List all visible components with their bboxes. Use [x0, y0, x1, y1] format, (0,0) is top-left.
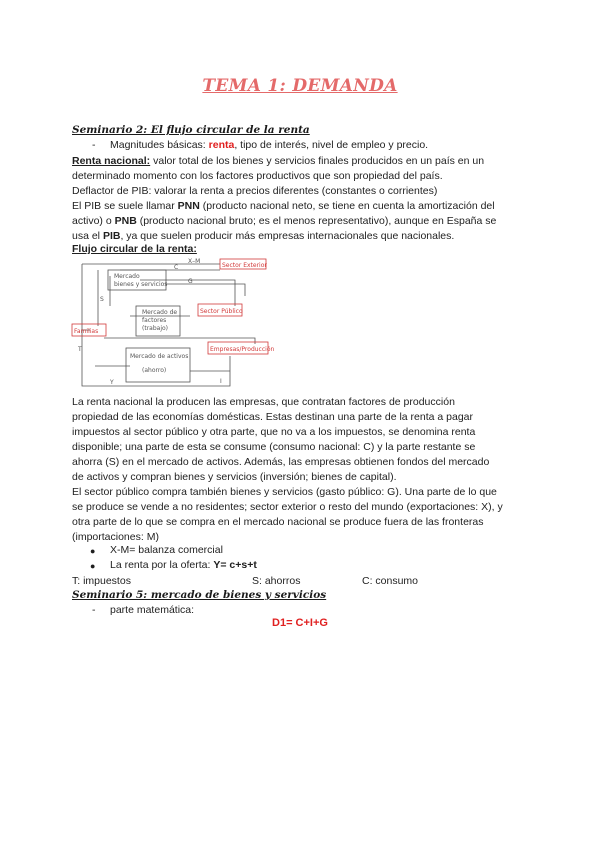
page-title: TEMA 1: DEMANDA — [202, 76, 398, 96]
paragraph-line-9: otra parte de lo que se compra en el mercado nacional se produce fuera de las fronteras — [72, 516, 484, 528]
dash-bullet: - — [92, 604, 96, 616]
pib-line-3: usa el PIB, ya que suelen producir más empresas internacionales que nacionales. — [72, 230, 455, 242]
legend-s: S: ahorros — [252, 575, 301, 587]
paragraph-line-10: (importaciones: M) — [72, 531, 159, 543]
parte-matematica-bullet: parte matemática: — [110, 604, 195, 616]
flujo-heading: Flujo circular de la renta: — [72, 243, 197, 255]
legend-c: C: consumo — [362, 575, 419, 587]
circular-flow-diagram — [70, 256, 285, 396]
bullet-dot: ● — [90, 546, 96, 556]
diagram-sector-publico: Sector Público — [200, 308, 243, 315]
legend-t: T: impuestos — [72, 575, 131, 587]
diagram-label-g: G — [188, 278, 193, 285]
paragraph-line-5: ahorra (S) en el mercado de activos. Además, las empresas obtienen fondos del mercado — [72, 456, 490, 468]
paragraph-line-2: propiedad de las economías domésticas. Estas destinan una parte de la renta a pagar — [72, 411, 474, 423]
renta-nacional-line-2: determinado momento con los factores productivos que son propiedad del país. — [72, 170, 443, 182]
paragraph-line-7: El sector público compra también bienes y servicios (gasto público: G). Una parte de lo que — [72, 486, 497, 498]
paragraph-line-8: se produce se vende a no residentes; sector exterior o resto del mundo (exportaciones: X), y — [72, 501, 503, 513]
dash-bullet: - — [92, 139, 96, 151]
diagram-label-t: T — [78, 346, 82, 353]
paragraph-line-3: impuestos al sector público y otra parte, que no va a los impuestos, se denomina renta — [72, 426, 476, 438]
renta-highlight: renta — [208, 139, 235, 151]
bullet-dot: ● — [90, 561, 96, 571]
seminar-5-heading: Seminario 5: mercado de bienes y servicios — [72, 589, 327, 601]
deflactor-line: Deflactor de PIB: valorar la renta a precios diferentes (constantes o corrientes) — [72, 185, 438, 197]
paragraph-line-6: de activos y compran bienes y servicios (inversión; bienes de capital). — [72, 471, 397, 483]
diagram-box2-line1: Mercado de — [142, 309, 178, 316]
diagram-box3-line2: (ahorro) — [142, 367, 167, 374]
renta-nacional-line-1: Renta nacional: valor total de los bienes y servicios finales producidos en un país en un — [72, 155, 485, 167]
demand-formula: D1= C+I+G — [272, 617, 328, 629]
diagram-box2-line2: factores — [142, 317, 167, 324]
diagram-familias: Familias — [74, 328, 99, 335]
pib-line-2: activo) o PNB (producto nacional bruto; es el menos representativo), aunque en España se — [72, 215, 497, 227]
diagram-label-i: I — [220, 378, 222, 385]
diagram-sector-exterior: Sector Exterior — [222, 262, 267, 269]
diagram-label-xm: X–M — [188, 258, 201, 265]
diagram-label-c: C — [174, 264, 179, 271]
diagram-box2-line3: (trabajo) — [142, 325, 169, 332]
diagram-label-s: S — [100, 296, 104, 303]
diagram-box1-line2: bienes y servicios — [114, 281, 168, 288]
renta-oferta-bullet: La renta por la oferta: Y= c+s+t — [110, 559, 257, 571]
seminar-2-heading: Seminario 2: El flujo circular de la renta — [72, 124, 310, 136]
magnitudes-bullet: Magnitudes básicas: renta, tipo de interés, nivel de empleo y precio. — [110, 139, 429, 151]
diagram-empresas: Empresas/Producción — [210, 346, 275, 353]
paragraph-line-1: La renta nacional la producen las empresas, que contratan factores de producción — [72, 396, 455, 408]
pib-line-1: El PIB se suele llamar PNN (producto nacional neto, se tiene en cuenta la amortización del — [72, 200, 495, 212]
balanza-bullet: X-M= balanza comercial — [110, 544, 223, 556]
paragraph-line-4: disponible; una parte de esta se consume (consumo nacional: C) y la parte restante se — [72, 441, 476, 453]
diagram-box1-line1: Mercado — [114, 273, 140, 280]
renta-nacional-label: Renta nacional: — [72, 155, 151, 167]
diagram-box3-line1: Mercado de activos — [130, 353, 189, 360]
diagram-label-y: Y — [110, 379, 114, 386]
